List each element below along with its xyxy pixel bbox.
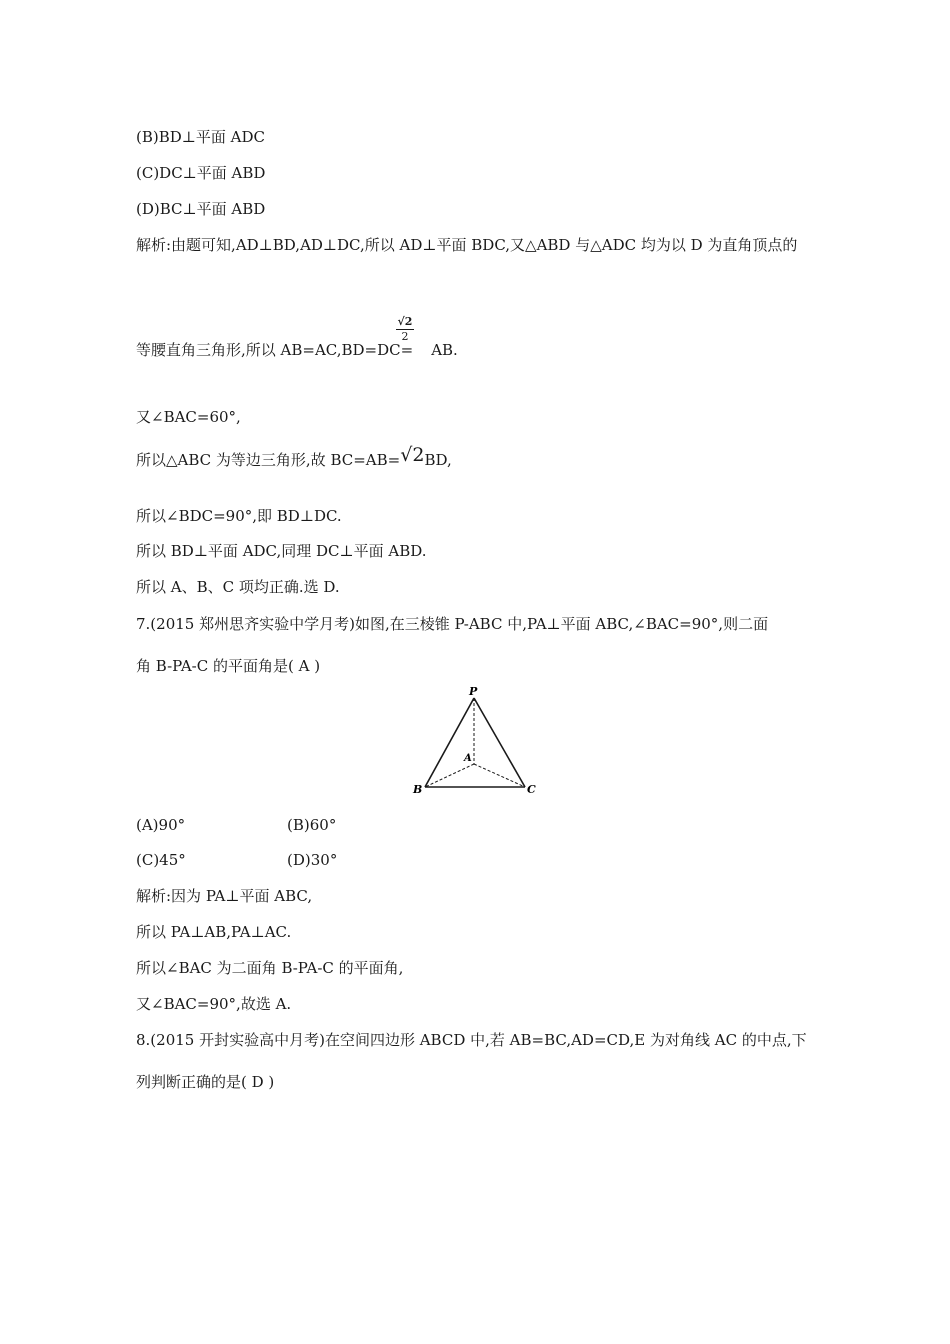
- q6-option-c: (C)DC⊥平面 ABD: [136, 164, 266, 182]
- q7-stem-line1: 7.(2015 郑州思齐实验中学月考)如图,在三棱锥 P-ABC 中,PA⊥平面 ABC,∠BAC=90°,则二面: [136, 615, 769, 633]
- q8-stem-line1: 8.(2015 开封实验高中月考)在空间四边形 ABCD 中,若 AB=BC,AD=CD,E 为对角线 AC 的中点,下: [136, 1031, 807, 1049]
- q7-option-a: (A)90°: [136, 816, 186, 834]
- q6-solution-line3: 又∠BAC=60°,: [136, 408, 241, 426]
- q7-pyramid-figure: [408, 684, 544, 796]
- q7-option-c: (C)45°: [136, 851, 186, 869]
- q6-fraction-denominator: 2: [401, 330, 409, 343]
- q7-solution-line1: 解析:因为 PA⊥平面 ABC,: [136, 887, 313, 905]
- q6-solution-line4: [136, 444, 452, 470]
- q6-fraction: [396, 316, 414, 343]
- q6-option-b: (B)BD⊥平面 ADC: [136, 128, 265, 146]
- q7-option-d: (D)30°: [287, 851, 338, 869]
- edge-pb: [425, 698, 474, 787]
- q6-solution-line2-text: 等腰直角三角形,所以 AB=AC,BD=DC=: [136, 341, 414, 359]
- edge-ac: [474, 764, 525, 787]
- q7-option-b: (B)60°: [287, 816, 337, 834]
- label-c: C: [527, 783, 536, 796]
- edge-pc: [474, 698, 525, 787]
- q6-solution-line7: 所以 A、B、C 项均正确.选 D.: [136, 578, 340, 596]
- q6-option-d: (D)BC⊥平面 ABD: [136, 200, 266, 218]
- q7-solution-line4: 又∠BAC=90°,故选 A.: [136, 995, 292, 1013]
- q6-solution-line4-tail: BD,: [424, 451, 452, 469]
- q7-stem-line2: 角 B-PA-C 的平面角是( A ): [136, 657, 321, 675]
- q6-solution-line4-text: 所以△ABC 为等边三角形,故 BC=AB=: [136, 451, 401, 469]
- q6-solution-line6: 所以 BD⊥平面 ADC,同理 DC⊥平面 ABD.: [136, 542, 427, 560]
- q6-solution-line2: [136, 340, 458, 360]
- label-a: A: [464, 753, 472, 764]
- q6-solution-line5: 所以∠BDC=90°,即 BD⊥DC.: [136, 507, 342, 525]
- q6-solution-line4-sqrt: √2: [400, 444, 425, 466]
- q7-solution-line2: 所以 PA⊥AB,PA⊥AC.: [136, 923, 292, 941]
- q7-solution-line3: 所以∠BAC 为二面角 B-PA-C 的平面角,: [136, 959, 404, 977]
- q8-stem-line2: 列判断正确的是( D ): [136, 1073, 275, 1091]
- label-b: B: [413, 783, 423, 796]
- q6-solution-line2-tail: AB.: [431, 341, 458, 359]
- q6-solution-line1: 解析:由题可知,AD⊥BD,AD⊥DC,所以 AD⊥平面 BDC,又△ABD 与△ADC 均为以 D 为直角顶点的: [136, 236, 798, 254]
- edge-ab: [425, 764, 474, 787]
- q6-fraction-numerator: √2: [397, 315, 413, 328]
- label-p: P: [469, 685, 478, 698]
